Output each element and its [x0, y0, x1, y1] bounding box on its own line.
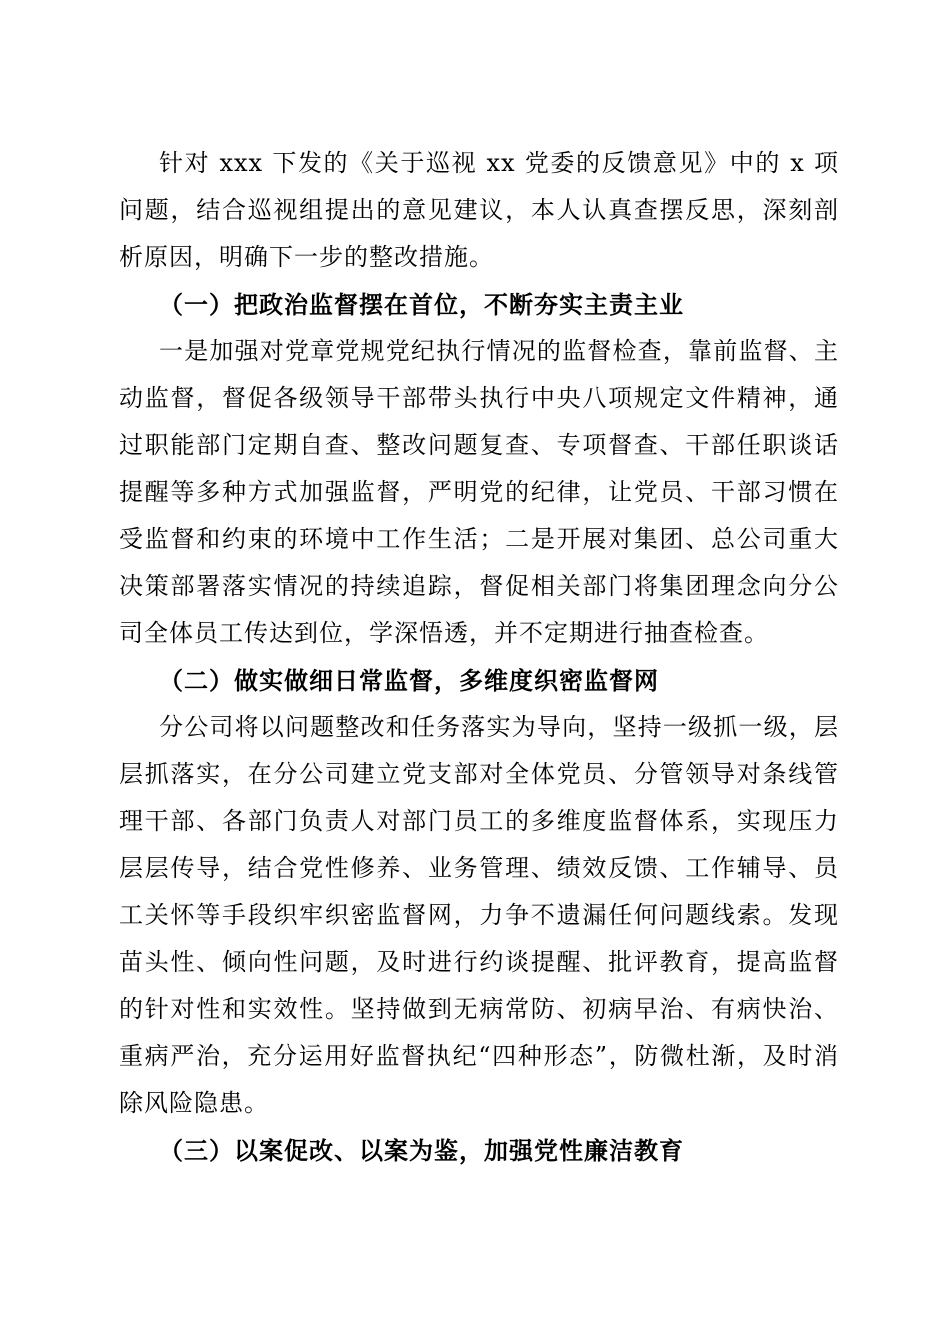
section-1-body: 一是加强对党章党规党纪执行情况的监督检查，靠前监督、主动监督，督促各级领导干部带头执行中央八项规定文件精神，通过职能部门定期自查、整改问题复查、专项督查、干部任职谈话提醒等多种方式加强监督，严明党的纪律，让党员、干部习惯在受监督和约束的环境中工作生活；二是开展对集团、总公司重大决策部署落实情况的持续追踪，督促相关部门将集团理念向分公司全体员工传达到位，学深悟透，并不定期进行抽查检查。 [119, 337, 839, 647]
section-1-heading: （一）把政治监督摆在首位，不断夯实主责主业 [159, 290, 684, 319]
section-2-body: 分公司将以问题整改和任务落实为导向，坚持一级抓一级，层层抓落实，在分公司建立党支部对全体党员、分管领导对条线管理干部、各部门负责人对部门员工的多维度监督体系，实现压力层层传导，结合党性修养、业务管理、绩效反馈、工作辅导、员工关怀等手段织牢织密监督网，力争不遗漏任何问题线索。发现苗头性、倾向性问题，及时进行约谈提醒、批评教育，提高监督的针对性和实效性。坚持做到无病常防、初病早治、有病快治、重病严治，充分运用好监督执纪“四种形态”，防微杜渐，及时消除风险隐患。 [119, 713, 839, 1117]
section-3-heading: （三）以案促改、以案为鉴，加强党性廉洁教育 [159, 1136, 684, 1165]
intro-paragraph: 针对 xxx 下发的《关于巡视 xx 党委的反馈意见》中的 x 项问题，结合巡视组提出的意见建议，本人认真查摆反思，深刻剖析原因，明确下一步的整改措施。 [119, 149, 839, 271]
document-body [119, 140, 839, 1174]
section-2-heading: （二）做实做细日常监督，多维度织密监督网 [159, 666, 659, 695]
